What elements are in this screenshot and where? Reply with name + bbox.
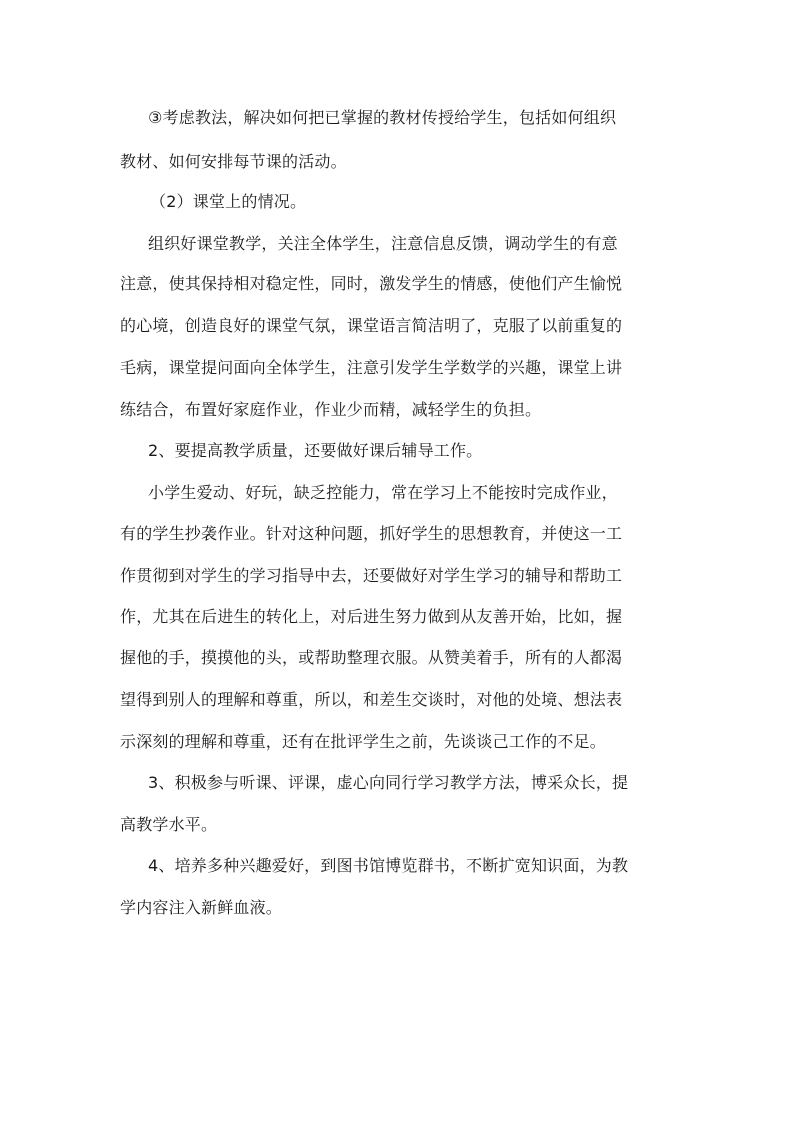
text-line-19: 4、培养多种兴趣爱好，到图书馆博览群书，不断扩宽知识面，为教 bbox=[148, 856, 629, 875]
text-line-16: 示深刻的理解和尊重，还有在批评学生之前，先谈谈己工作的不足。 bbox=[120, 732, 607, 751]
text-line-09: 2、要提高教学质量，还要做好课后辅导工作。 bbox=[148, 441, 483, 460]
text-line-02: 教材、如何安排每节课的活动。 bbox=[120, 152, 347, 171]
text-line-11: 有的学生抄袭作业。针对这种问题，抓好学生的思想教育，并使这一工 bbox=[120, 524, 623, 543]
text-line-12: 作贯彻到对学生的学习指导中去，还要做好对学生学习的辅导和帮助工 bbox=[120, 566, 623, 585]
text-line-20: 学内容注入新鲜血液。 bbox=[120, 898, 283, 917]
text-line-14: 握他的手，摸摸他的头，或帮助整理衣服。从赞美着手，所有的人都渴 bbox=[120, 648, 623, 667]
text-line-07: 毛病，课堂提问面向全体学生，注意引发学生学数学的兴趣，课堂上讲 bbox=[120, 358, 623, 377]
text-line-10: 小学生爱动、好玩，缺乏控能力，常在学习上不能按时完成作业， bbox=[148, 483, 618, 502]
text-line-18: 高教学水平。 bbox=[120, 815, 218, 834]
text-line-05: 注意，使其保持相对稳定性，同时，激发学生的情感，使他们产生愉悦 bbox=[120, 274, 623, 293]
text-line-15: 望得到别人的理解和尊重，所以，和差生交谈时，对他的处境、想法表 bbox=[120, 690, 623, 709]
text-line-08: 练结合，布置好家庭作业，作业少而精，减轻学生的负担。 bbox=[120, 400, 542, 419]
text-line-04: 组织好课堂教学，关注全体学生，注意信息反馈，调动学生的有意 bbox=[148, 234, 618, 253]
text-line-13: 作，尤其在后进生的转化上，对后进生努力做到从友善开始，比如，握 bbox=[120, 607, 623, 626]
text-line-06: 的心境，创造良好的课堂气氛，课堂语言简洁明了，克服了以前重复的 bbox=[120, 316, 623, 335]
text-line-01: ③考虑教法，解决如何把已掌握的教材传授给学生，包括如何组织 bbox=[148, 108, 617, 127]
text-line-17: 3、积极参与听课、评课，虚心向同行学习教学方法，博采众长，提 bbox=[148, 773, 629, 792]
text-line-03: （2）课堂上的情况。 bbox=[150, 192, 307, 211]
